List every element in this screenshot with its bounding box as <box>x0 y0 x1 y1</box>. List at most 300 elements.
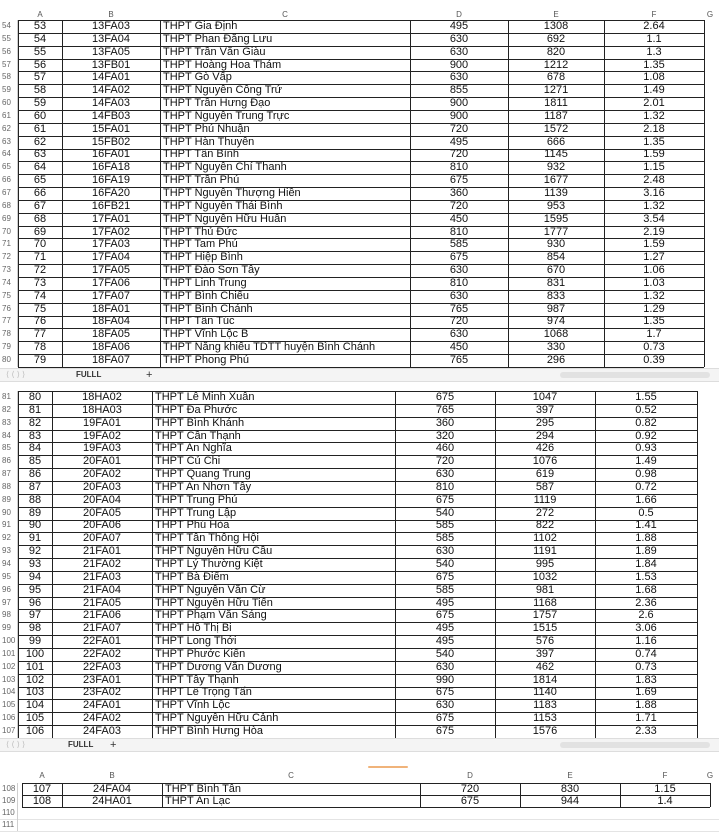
col-e-cell[interactable]: 1191 <box>533 545 557 558</box>
row-number[interactable]: 72 <box>2 252 11 262</box>
col-e-cell[interactable]: 1187 <box>544 109 568 122</box>
row-number[interactable]: 109 <box>2 796 16 805</box>
col-e-cell[interactable]: 397 <box>535 647 555 660</box>
col-d-cell[interactable]: 540 <box>435 506 455 519</box>
table-row[interactable] <box>0 674 719 687</box>
table-row[interactable] <box>0 404 719 417</box>
column-header-F[interactable]: F <box>651 10 657 19</box>
row-number[interactable]: 86 <box>2 456 11 466</box>
row-number[interactable]: 71 <box>2 239 11 249</box>
col-b-cell[interactable]: 14FA02 <box>92 84 130 97</box>
col-d-cell[interactable]: 540 <box>435 647 455 660</box>
table-row[interactable] <box>0 686 719 699</box>
col-c-cell[interactable]: THPT Tân Thông Hội <box>155 532 259 545</box>
column-header-G[interactable]: G <box>706 10 714 19</box>
col-d-cell[interactable]: 810 <box>449 276 469 289</box>
column-header-C[interactable]: C <box>288 771 294 780</box>
col-c-cell[interactable]: THPT Năng khiếu TDTT huyện Bình Chánh <box>163 341 376 354</box>
col-d-cell[interactable]: 630 <box>449 45 469 58</box>
column-header-B[interactable]: B <box>108 10 114 19</box>
row-number[interactable]: 81 <box>2 392 11 401</box>
col-b-cell[interactable]: 21FA05 <box>83 596 121 609</box>
col-e-cell[interactable]: 1068 <box>543 328 569 341</box>
table-row[interactable] <box>0 807 719 819</box>
col-b-cell[interactable]: 22FA02 <box>83 647 121 660</box>
row-number[interactable]: 106 <box>2 713 16 723</box>
col-e-cell[interactable]: 974 <box>546 315 566 328</box>
col-e-cell[interactable]: 1515 <box>532 622 558 635</box>
col-a-cell[interactable]: 54 <box>33 32 47 45</box>
col-f-cell[interactable]: 2.01 <box>643 97 665 110</box>
col-b-cell[interactable]: 17FA03 <box>92 238 130 251</box>
add-sheet-icon[interactable]: + <box>146 369 153 381</box>
col-b-cell[interactable]: 20FA01 <box>83 455 121 468</box>
col-e-cell[interactable]: 1119 <box>533 493 557 506</box>
table-row[interactable] <box>0 161 719 174</box>
col-f-cell[interactable]: 0.93 <box>635 442 657 455</box>
col-f-cell[interactable]: 1.69 <box>635 686 657 699</box>
col-d-cell[interactable]: 585 <box>435 583 455 596</box>
col-f-cell[interactable]: 1.53 <box>635 570 657 583</box>
col-b-cell[interactable]: 13FA05 <box>92 45 130 58</box>
col-d-cell[interactable]: 675 <box>449 251 469 264</box>
col-e-cell[interactable]: 987 <box>546 302 566 315</box>
col-e-cell[interactable]: 1777 <box>543 225 569 238</box>
sheet-nav-arrows-icon[interactable]: ⟨ ⟨ ⟩ ⟩ <box>6 740 26 749</box>
col-b-cell[interactable]: 24FA02 <box>83 712 121 725</box>
col-b-cell[interactable]: 17FA01 <box>92 212 130 225</box>
row-number[interactable]: 111 <box>2 820 15 829</box>
table-row[interactable] <box>0 71 719 84</box>
col-c-cell[interactable]: THPT Phong Phú <box>163 353 250 366</box>
col-a-cell[interactable]: 74 <box>33 289 47 302</box>
col-b-cell[interactable]: 24FA04 <box>93 783 131 795</box>
col-a-cell[interactable]: 107 <box>32 783 52 795</box>
col-c-cell[interactable]: THPT Quang Trung <box>155 468 251 481</box>
col-d-cell[interactable]: 630 <box>435 699 455 712</box>
col-b-cell[interactable]: 16FB21 <box>91 199 131 212</box>
col-c-cell[interactable]: THPT Tây Thạnh <box>155 673 239 686</box>
col-e-cell[interactable]: 1308 <box>543 20 569 32</box>
col-e-cell[interactable]: 953 <box>546 199 566 212</box>
row-number[interactable]: 77 <box>2 316 11 326</box>
col-e-cell[interactable]: 944 <box>560 795 580 807</box>
col-c-cell[interactable]: THPT Long Thới <box>155 635 237 648</box>
row-number[interactable]: 68 <box>2 200 11 210</box>
col-e-cell[interactable]: 831 <box>546 276 566 289</box>
col-e-cell[interactable]: 1076 <box>532 455 558 468</box>
col-d-cell[interactable]: 720 <box>449 315 469 328</box>
col-d-cell[interactable]: 765 <box>449 353 469 366</box>
col-f-cell[interactable]: 1.4 <box>657 795 673 807</box>
col-d-cell[interactable]: 675 <box>435 686 455 699</box>
col-e-cell[interactable]: 296 <box>546 353 566 366</box>
col-a-cell[interactable]: 103 <box>25 686 45 699</box>
col-c-cell[interactable]: THPT Nguyễn Hữu Tiến <box>155 596 273 609</box>
col-e-cell[interactable]: 1153 <box>533 712 557 725</box>
col-c-cell[interactable]: THPT Hàn Thuyên <box>163 135 255 148</box>
col-d-cell[interactable]: 855 <box>449 84 469 97</box>
col-c-cell[interactable]: THPT Nguyễn Thượng Hiền <box>163 186 301 199</box>
column-header-B[interactable]: B <box>109 771 115 780</box>
col-d-cell[interactable]: 900 <box>449 97 469 110</box>
col-f-cell[interactable]: 0.5 <box>638 506 654 519</box>
col-c-cell[interactable]: THPT Tân Túc <box>163 315 235 328</box>
col-f-cell[interactable]: 1.35 <box>643 315 665 328</box>
col-e-cell[interactable]: 330 <box>546 341 566 354</box>
col-b-cell[interactable]: 21FA04 <box>83 583 121 596</box>
column-header-E[interactable]: E <box>553 10 559 19</box>
col-b-cell[interactable]: 18HA03 <box>82 403 122 416</box>
col-b-cell[interactable]: 15FA01 <box>92 122 130 135</box>
table-row[interactable] <box>0 507 719 520</box>
row-number[interactable]: 105 <box>2 700 16 710</box>
col-d-cell[interactable]: 765 <box>449 302 469 315</box>
col-d-cell[interactable]: 675 <box>435 609 455 622</box>
col-f-cell[interactable]: 1.83 <box>635 673 657 686</box>
col-a-cell[interactable]: 57 <box>33 71 47 84</box>
col-a-cell[interactable]: 95 <box>28 583 42 596</box>
col-d-cell[interactable]: 720 <box>449 122 469 135</box>
col-f-cell[interactable]: 2.36 <box>635 596 657 609</box>
col-f-cell[interactable]: 1.1 <box>646 32 662 45</box>
col-f-cell[interactable]: 1.59 <box>643 148 665 161</box>
row-number[interactable]: 107 <box>2 725 16 735</box>
col-f-cell[interactable]: 2.33 <box>635 724 657 737</box>
table-row[interactable] <box>0 430 719 443</box>
col-a-cell[interactable]: 62 <box>33 135 47 148</box>
col-a-cell[interactable]: 93 <box>28 557 42 570</box>
col-a-cell[interactable]: 78 <box>33 341 47 354</box>
sheet-tab[interactable]: FULLL <box>76 370 102 379</box>
col-c-cell[interactable]: THPT Củ Chi <box>155 455 221 468</box>
col-a-cell[interactable]: 61 <box>33 122 47 135</box>
col-a-cell[interactable]: 88 <box>28 493 42 506</box>
row-number[interactable]: 55 <box>2 33 11 43</box>
col-f-cell[interactable]: 0.98 <box>635 468 657 481</box>
col-c-cell[interactable]: THPT Nguyễn Trung Trực <box>163 109 290 122</box>
col-b-cell[interactable]: 14FB03 <box>91 109 131 122</box>
col-c-cell[interactable]: THPT Cần Thạnh <box>155 429 241 442</box>
col-a-cell[interactable]: 91 <box>28 532 42 545</box>
col-e-cell[interactable]: 397 <box>535 403 555 416</box>
col-e-cell[interactable]: 1757 <box>532 609 558 622</box>
col-b-cell[interactable]: 20FA03 <box>83 480 121 493</box>
col-b-cell[interactable]: 16FA20 <box>92 186 130 199</box>
col-f-cell[interactable]: 3.16 <box>643 186 665 199</box>
col-d-cell[interactable]: 720 <box>460 783 480 795</box>
col-c-cell[interactable]: THPT Bà Điểm <box>155 570 229 583</box>
col-a-cell[interactable]: 71 <box>33 251 47 264</box>
table-row[interactable] <box>0 200 719 213</box>
col-b-cell[interactable]: 16FA19 <box>92 174 130 187</box>
table-row[interactable] <box>0 136 719 149</box>
col-e-cell[interactable]: 462 <box>535 660 555 673</box>
row-number[interactable]: 103 <box>2 674 16 684</box>
col-d-cell[interactable]: 450 <box>449 341 469 354</box>
col-f-cell[interactable]: 1.84 <box>635 557 657 570</box>
table-row[interactable] <box>0 635 719 648</box>
row-number[interactable]: 97 <box>2 597 11 607</box>
col-f-cell[interactable]: 2.19 <box>643 225 665 238</box>
row-number[interactable]: 64 <box>2 149 11 159</box>
col-a-cell[interactable]: 59 <box>33 97 47 110</box>
col-c-cell[interactable]: THPT Nguyễn Văn Cừ <box>155 583 266 596</box>
col-c-cell[interactable]: THPT Tân Bình <box>163 148 240 161</box>
col-a-cell[interactable]: 86 <box>28 468 42 481</box>
col-b-cell[interactable]: 18FA05 <box>92 328 130 341</box>
horizontal-scrollbar[interactable] <box>560 742 710 748</box>
col-e-cell[interactable]: 1168 <box>533 596 557 609</box>
col-c-cell[interactable]: THPT Đào Sơn Tây <box>163 264 260 277</box>
row-number[interactable]: 92 <box>2 533 11 543</box>
col-b-cell[interactable]: 19FA02 <box>83 429 121 442</box>
row-number[interactable]: 60 <box>2 98 11 108</box>
col-a-cell[interactable]: 68 <box>33 212 47 225</box>
col-d-cell[interactable]: 460 <box>435 442 455 455</box>
table-row[interactable] <box>0 584 719 597</box>
col-c-cell[interactable]: THPT Phú Hòa <box>155 519 230 532</box>
col-b-cell[interactable]: 23FA02 <box>83 686 121 699</box>
col-d-cell[interactable]: 675 <box>435 391 455 403</box>
col-d-cell[interactable]: 630 <box>435 545 455 558</box>
column-header-D[interactable]: D <box>467 771 473 780</box>
col-b-cell[interactable]: 22FA03 <box>83 660 121 673</box>
col-f-cell[interactable]: 1.15 <box>643 161 665 174</box>
sheet-tab[interactable]: FULLL <box>68 740 94 749</box>
row-number[interactable]: 61 <box>2 110 11 120</box>
col-b-cell[interactable]: 18FA01 <box>92 302 130 315</box>
row-number[interactable]: 102 <box>2 661 16 671</box>
col-e-cell[interactable]: 670 <box>546 264 566 277</box>
col-b-cell[interactable]: 18FA07 <box>92 353 130 366</box>
col-a-cell[interactable]: 85 <box>28 455 42 468</box>
table-row[interactable] <box>0 795 719 807</box>
col-c-cell[interactable]: THPT Hồ Thị Bi <box>155 622 232 635</box>
col-f-cell[interactable]: 1.32 <box>643 199 665 212</box>
col-a-cell[interactable]: 75 <box>33 302 47 315</box>
table-row[interactable] <box>0 341 719 354</box>
col-b-cell[interactable]: 16FA18 <box>92 161 130 174</box>
table-row[interactable] <box>0 442 719 455</box>
table-row[interactable] <box>0 277 719 290</box>
col-e-cell[interactable]: 1183 <box>533 699 557 712</box>
col-b-cell[interactable]: 17FA05 <box>92 264 130 277</box>
col-f-cell[interactable]: 1.32 <box>643 109 665 122</box>
col-b-cell[interactable]: 23FA01 <box>83 673 121 686</box>
table-row[interactable] <box>0 545 719 558</box>
col-c-cell[interactable]: THPT Vĩnh Lộc B <box>163 328 249 341</box>
col-e-cell[interactable]: 1212 <box>543 58 569 71</box>
col-b-cell[interactable]: 18FA06 <box>92 341 130 354</box>
col-f-cell[interactable]: 1.88 <box>635 532 657 545</box>
table-row[interactable] <box>0 213 719 226</box>
col-b-cell[interactable]: 13FB01 <box>91 58 131 71</box>
table-row[interactable] <box>0 481 719 494</box>
col-f-cell[interactable]: 1.89 <box>635 545 657 558</box>
row-number[interactable]: 78 <box>2 329 11 339</box>
col-a-cell[interactable]: 84 <box>28 442 42 455</box>
row-number[interactable]: 87 <box>2 469 11 479</box>
col-b-cell[interactable]: 20FA02 <box>83 468 121 481</box>
table-row[interactable] <box>0 519 719 532</box>
table-row[interactable] <box>0 290 719 303</box>
col-e-cell[interactable]: 295 <box>535 416 555 429</box>
resize-grip-icon[interactable] <box>368 766 408 768</box>
col-b-cell[interactable]: 17FA07 <box>92 289 130 302</box>
col-d-cell[interactable]: 630 <box>449 289 469 302</box>
row-number[interactable]: 75 <box>2 290 11 300</box>
col-e-cell[interactable]: 1811 <box>544 97 568 110</box>
row-number[interactable]: 57 <box>2 59 11 69</box>
table-row[interactable] <box>0 532 719 545</box>
column-header-C[interactable]: C <box>282 10 288 19</box>
table-row[interactable] <box>0 391 719 404</box>
row-number[interactable]: 84 <box>2 430 11 440</box>
row-number[interactable]: 59 <box>2 85 11 95</box>
table-row[interactable] <box>0 148 719 161</box>
col-d-cell[interactable]: 990 <box>435 673 455 686</box>
col-a-cell[interactable]: 92 <box>28 545 42 558</box>
col-b-cell[interactable]: 16FA01 <box>92 148 130 161</box>
col-f-cell[interactable]: 1.68 <box>635 583 657 596</box>
row-number[interactable]: 62 <box>2 123 11 133</box>
col-e-cell[interactable]: 587 <box>535 480 555 493</box>
row-number[interactable]: 104 <box>2 687 16 697</box>
col-b-cell[interactable]: 20FA06 <box>83 519 121 532</box>
col-d-cell[interactable]: 630 <box>449 328 469 341</box>
col-d-cell[interactable]: 765 <box>435 403 455 416</box>
col-a-cell[interactable]: 105 <box>25 712 45 725</box>
col-b-cell[interactable]: 21FA03 <box>83 570 121 583</box>
col-d-cell[interactable]: 675 <box>449 174 469 187</box>
row-number[interactable]: 100 <box>2 636 16 646</box>
col-b-cell[interactable]: 15FB02 <box>91 135 131 148</box>
table-row[interactable] <box>0 97 719 110</box>
col-b-cell[interactable]: 21FA02 <box>83 557 121 570</box>
table-row[interactable] <box>0 123 719 136</box>
table-row[interactable] <box>0 468 719 481</box>
col-d-cell[interactable]: 810 <box>449 225 469 238</box>
row-number[interactable]: 63 <box>2 136 11 146</box>
col-f-cell[interactable]: 1.66 <box>635 493 657 506</box>
row-number[interactable]: 95 <box>2 571 11 581</box>
col-e-cell[interactable]: 1140 <box>533 686 557 699</box>
col-a-cell[interactable]: 72 <box>33 264 47 277</box>
col-d-cell[interactable]: 900 <box>449 109 469 122</box>
table-row[interactable] <box>0 699 719 712</box>
col-f-cell[interactable]: 2.64 <box>643 20 665 32</box>
col-f-cell[interactable]: 3.06 <box>635 622 657 635</box>
col-b-cell[interactable]: 21FA06 <box>83 609 121 622</box>
col-a-cell[interactable]: 104 <box>25 699 45 712</box>
table-row[interactable] <box>0 725 719 738</box>
col-e-cell[interactable]: 981 <box>535 583 555 596</box>
col-f-cell[interactable]: 1.88 <box>635 699 657 712</box>
row-number[interactable]: 80 <box>2 354 11 364</box>
col-d-cell[interactable]: 360 <box>435 416 455 429</box>
col-e-cell[interactable]: 619 <box>535 468 555 481</box>
col-b-cell[interactable]: 14FA01 <box>92 71 130 84</box>
col-a-cell[interactable]: 81 <box>28 403 42 416</box>
col-a-cell[interactable]: 58 <box>33 84 47 97</box>
col-a-cell[interactable]: 98 <box>28 622 42 635</box>
col-b-cell[interactable]: 20FA07 <box>83 532 121 545</box>
col-b-cell[interactable]: 17FA06 <box>92 276 130 289</box>
col-f-cell[interactable]: 1.7 <box>646 328 662 341</box>
table-row[interactable] <box>0 174 719 187</box>
col-e-cell[interactable]: 1572 <box>543 122 569 135</box>
col-e-cell[interactable]: 930 <box>546 238 566 251</box>
table-row[interactable] <box>0 597 719 610</box>
col-a-cell[interactable]: 64 <box>33 161 47 174</box>
col-a-cell[interactable]: 73 <box>33 276 47 289</box>
col-c-cell[interactable]: THPT Trung Lập <box>155 506 237 519</box>
col-f-cell[interactable]: 0.92 <box>635 429 657 442</box>
col-e-cell[interactable]: 1139 <box>544 186 568 199</box>
col-e-cell[interactable]: 1595 <box>543 212 569 225</box>
col-b-cell[interactable]: 14FA03 <box>92 97 130 110</box>
col-d-cell[interactable]: 540 <box>435 557 455 570</box>
col-b-cell[interactable]: 24FA01 <box>83 699 121 712</box>
row-number[interactable]: 67 <box>2 187 11 197</box>
row-number[interactable]: 66 <box>2 175 11 185</box>
row-number[interactable]: 54 <box>2 21 11 30</box>
col-e-cell[interactable]: 1271 <box>543 84 569 97</box>
row-number[interactable]: 85 <box>2 443 11 453</box>
col-f-cell[interactable]: 1.41 <box>635 519 657 532</box>
col-c-cell[interactable]: THPT Gò Vấp <box>163 71 232 84</box>
col-f-cell[interactable]: 1.49 <box>643 84 665 97</box>
table-row[interactable] <box>0 417 719 430</box>
row-number[interactable]: 89 <box>2 494 11 504</box>
col-e-cell[interactable]: 995 <box>535 557 555 570</box>
col-c-cell[interactable]: THPT Gia Định <box>163 20 238 32</box>
col-e-cell[interactable]: 576 <box>535 635 555 648</box>
column-header-F[interactable]: F <box>662 771 668 780</box>
col-a-cell[interactable]: 65 <box>33 174 47 187</box>
col-a-cell[interactable]: 108 <box>32 795 52 807</box>
col-a-cell[interactable]: 79 <box>33 353 47 366</box>
column-header-D[interactable]: D <box>456 10 462 19</box>
col-d-cell[interactable]: 360 <box>449 186 469 199</box>
col-e-cell[interactable]: 294 <box>535 429 555 442</box>
col-e-cell[interactable]: 820 <box>546 45 566 58</box>
row-number[interactable]: 74 <box>2 277 11 287</box>
col-d-cell[interactable]: 320 <box>435 429 455 442</box>
table-row[interactable] <box>0 264 719 277</box>
col-a-cell[interactable]: 94 <box>28 570 42 583</box>
row-number[interactable]: 56 <box>2 46 11 56</box>
col-f-cell[interactable]: 1.3 <box>646 45 662 58</box>
col-d-cell[interactable]: 495 <box>449 20 469 32</box>
col-a-cell[interactable]: 97 <box>28 609 42 622</box>
col-f-cell[interactable]: 0.72 <box>635 480 657 493</box>
col-f-cell[interactable]: 2.6 <box>638 609 654 622</box>
col-f-cell[interactable]: 1.08 <box>643 71 665 84</box>
table-row[interactable] <box>0 622 719 635</box>
table-row[interactable] <box>0 328 719 341</box>
col-e-cell[interactable]: 426 <box>535 442 555 455</box>
col-c-cell[interactable]: THPT Nguyễn Thái Bình <box>163 199 283 212</box>
row-number[interactable]: 82 <box>2 404 11 414</box>
col-b-cell[interactable]: 17FA04 <box>92 251 130 264</box>
col-e-cell[interactable]: 692 <box>546 32 566 45</box>
col-b-cell[interactable]: 24HA01 <box>92 795 132 807</box>
row-number[interactable]: 96 <box>2 584 11 594</box>
col-a-cell[interactable]: 67 <box>33 199 47 212</box>
col-b-cell[interactable]: 20FA05 <box>83 506 121 519</box>
